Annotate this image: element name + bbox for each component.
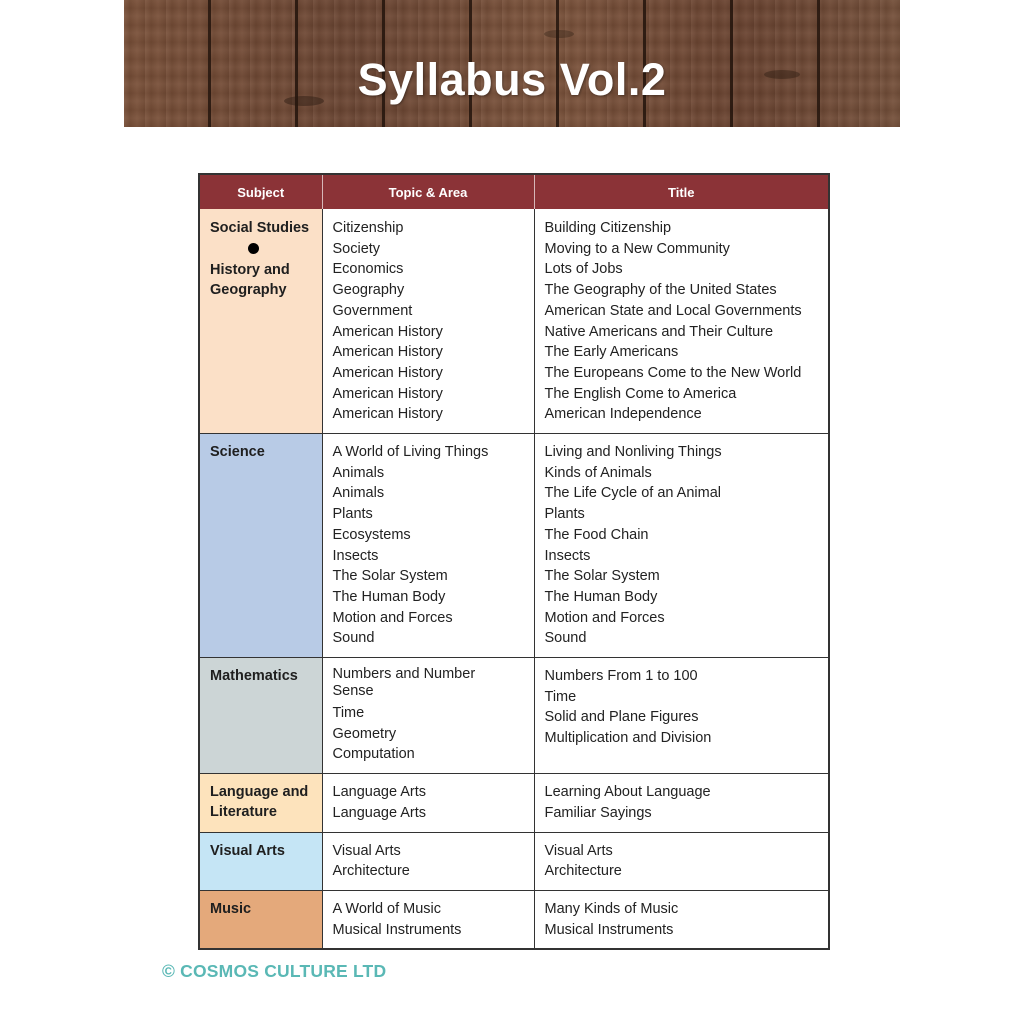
title-item: Learning About Language <box>544 784 711 801</box>
topic-item: Computation <box>332 746 415 763</box>
table-row-science <box>199 434 829 658</box>
title-item: American Independence <box>544 406 702 423</box>
topic-item: Government <box>332 302 413 319</box>
title-item: The Geography of the United States <box>544 282 777 299</box>
subject-cell <box>199 832 322 890</box>
title-item: The Food Chain <box>544 526 649 543</box>
topic-item: American History <box>332 385 443 402</box>
topic-item: Citizenship <box>332 220 404 236</box>
topic-cell <box>322 434 534 658</box>
topic-item: American History <box>332 364 443 381</box>
title-item: Many Kinds of Music <box>544 900 679 917</box>
topic-cell <box>322 890 534 949</box>
topic-item: Musical Instruments <box>332 921 462 938</box>
topic-item: American History <box>332 406 443 423</box>
title-item: Kinds of Animals <box>544 464 652 481</box>
title-item: The Life Cycle of an Animal <box>544 485 722 502</box>
copyright-notice: © COSMOS CULTURE LTD <box>162 961 387 981</box>
table-header-row <box>199 174 829 209</box>
syllabus-table <box>198 173 830 950</box>
topic-item: The Solar System <box>332 568 448 585</box>
topic-item: A World of Music <box>332 900 442 917</box>
title-item: Moving to a New Community <box>544 240 730 257</box>
table-row-social-studies <box>199 209 829 434</box>
title-item: Time <box>544 688 577 705</box>
topic-item: Geography <box>332 282 405 299</box>
title-item: American State and Local Governments <box>544 302 802 319</box>
title-item: Visual Arts <box>544 842 613 859</box>
subject-cell <box>199 890 322 949</box>
title-cell <box>534 832 829 890</box>
subject-label: Language and Literature <box>210 784 309 821</box>
wood-knot <box>544 30 574 38</box>
topic-cell <box>322 832 534 890</box>
topic-item: American History <box>332 323 443 340</box>
title-item: Musical Instruments <box>544 921 674 938</box>
title-item: Motion and Forces <box>544 609 665 626</box>
page-title: Syllabus Vol.2 <box>357 54 667 105</box>
topic-item: Visual Arts <box>332 842 401 859</box>
topic-item: Numbers and Number Sense <box>332 666 476 700</box>
title-item: Plants <box>544 506 585 523</box>
topic-item: Language Arts <box>332 784 427 801</box>
column-header-title: Title <box>534 174 829 209</box>
subject-label: Science <box>210 444 265 461</box>
title-item: Insects <box>544 547 591 564</box>
title-item: Multiplication and Division <box>544 730 712 747</box>
title-item: Solid and Plane Figures <box>544 709 699 726</box>
bullet-icon <box>248 243 259 254</box>
topic-item: Language Arts <box>332 804 427 821</box>
topic-item: Motion and Forces <box>332 609 453 626</box>
subject-label: Social Studies <box>210 220 310 236</box>
title-item: Native Americans and Their Culture <box>544 323 774 340</box>
title-item: Building Citizenship <box>544 220 672 236</box>
topic-item: Animals <box>332 464 385 481</box>
subject-label: Mathematics <box>210 668 298 685</box>
title-item: Numbers From 1 to 100 <box>544 668 698 685</box>
title-cell <box>534 434 829 658</box>
title-item: Lots of Jobs <box>544 261 623 278</box>
topic-item: Economics <box>332 261 404 278</box>
subject-cell <box>199 434 322 658</box>
title-item: The Early Americans <box>544 344 679 361</box>
title-item: Living and Nonliving Things <box>544 444 722 461</box>
topic-item: Time <box>332 705 365 722</box>
topic-cell <box>322 658 534 774</box>
title-item: The Europeans Come to the New World <box>544 364 802 381</box>
title-item: Sound <box>544 630 587 647</box>
title-item: The Human Body <box>544 588 658 605</box>
title-cell <box>534 209 829 434</box>
column-header-subject: Subject <box>199 174 322 209</box>
topic-item: The Human Body <box>332 588 446 605</box>
title-item: Familiar Sayings <box>544 804 652 821</box>
topic-cell <box>322 209 534 434</box>
subject-cell <box>199 209 322 434</box>
column-header-topic: Topic & Area <box>322 174 534 209</box>
table-row-music <box>199 890 829 949</box>
subject-label: Music <box>210 900 252 917</box>
subject-cell <box>199 658 322 774</box>
subject-sublabel: History and Geography <box>210 262 290 298</box>
title-item: The Solar System <box>544 568 660 585</box>
topic-item: Geometry <box>332 725 397 742</box>
topic-item: Society <box>332 240 381 257</box>
topic-item: Architecture <box>332 863 410 880</box>
topic-item: Ecosystems <box>332 526 411 543</box>
topic-item: Insects <box>332 547 379 564</box>
topic-item: Animals <box>332 485 385 502</box>
title-cell <box>534 774 829 832</box>
title-item: Architecture <box>544 863 622 880</box>
topic-item: Sound <box>332 630 375 647</box>
subject-cell <box>199 774 322 832</box>
subject-label: Visual Arts <box>210 842 285 859</box>
header-banner <box>124 0 900 127</box>
table-row-language-literature <box>199 774 829 832</box>
title-cell <box>534 658 829 774</box>
topic-item: A World of Living Things <box>332 444 489 461</box>
topic-item: American History <box>332 344 443 361</box>
table-row-mathematics <box>199 658 829 774</box>
topic-cell <box>322 774 534 832</box>
title-item: The English Come to America <box>544 385 737 402</box>
table-row-visual-arts <box>199 832 829 890</box>
title-cell <box>534 890 829 949</box>
topic-item: Plants <box>332 506 373 523</box>
